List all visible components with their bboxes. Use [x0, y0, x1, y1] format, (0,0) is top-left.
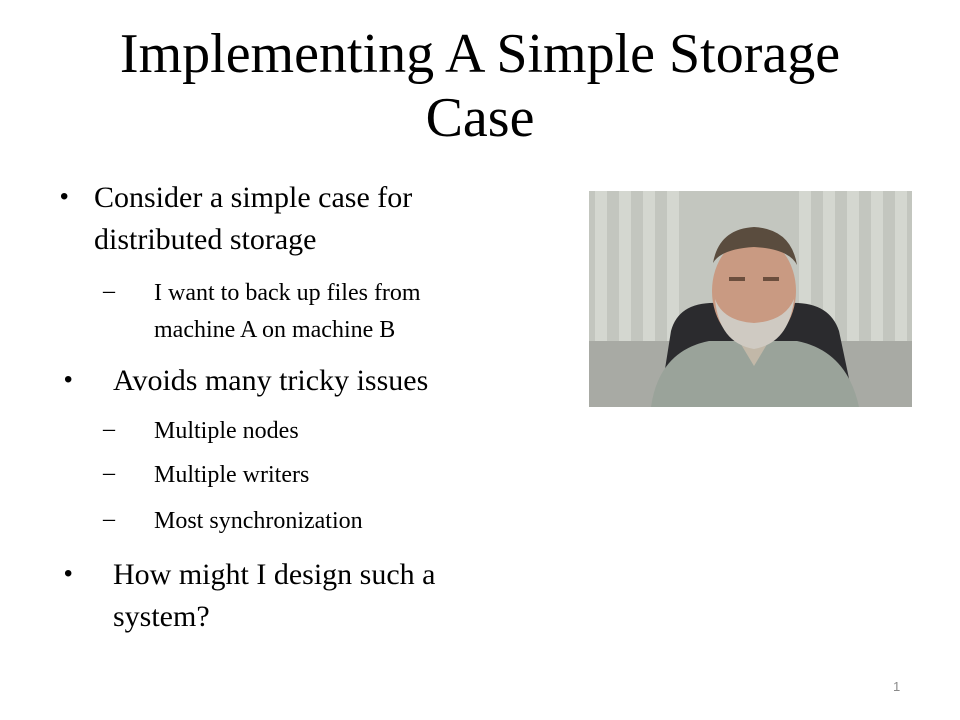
bullet-marker: • — [60, 183, 69, 210]
bullet-1-line-2: distributed storage — [94, 223, 317, 256]
speaker-video — [589, 191, 912, 407]
bullet-3-line-1: How might I design such a — [113, 558, 436, 591]
bullet-2: Avoids many tricky issues — [113, 364, 429, 397]
slide-title-line-1: Implementing A Simple Storage — [119, 23, 841, 85]
dash-marker: – — [103, 416, 115, 442]
bullet-marker: • — [64, 366, 73, 393]
bullet-1-line-1: Consider a simple case for — [94, 181, 413, 214]
slide-title-line-2: Case — [425, 87, 535, 149]
sub-bullet-1-line-1: I want to back up files from — [154, 280, 421, 306]
sub-bullet-2-2: Multiple writers — [154, 462, 310, 488]
slide-number: 1 — [893, 679, 901, 694]
bullet-3-line-2: system? — [113, 600, 210, 633]
speaker-video-frame — [589, 191, 912, 407]
sub-bullet-2-1: Multiple nodes — [154, 418, 299, 444]
bullet-marker: • — [64, 560, 73, 587]
dash-marker: – — [103, 460, 115, 486]
sub-bullet-1-line-2: machine A on machine B — [154, 317, 396, 343]
sub-bullet-2-3: Most synchronization — [154, 508, 363, 534]
dash-marker: – — [103, 506, 115, 532]
dash-marker: – — [103, 278, 115, 304]
